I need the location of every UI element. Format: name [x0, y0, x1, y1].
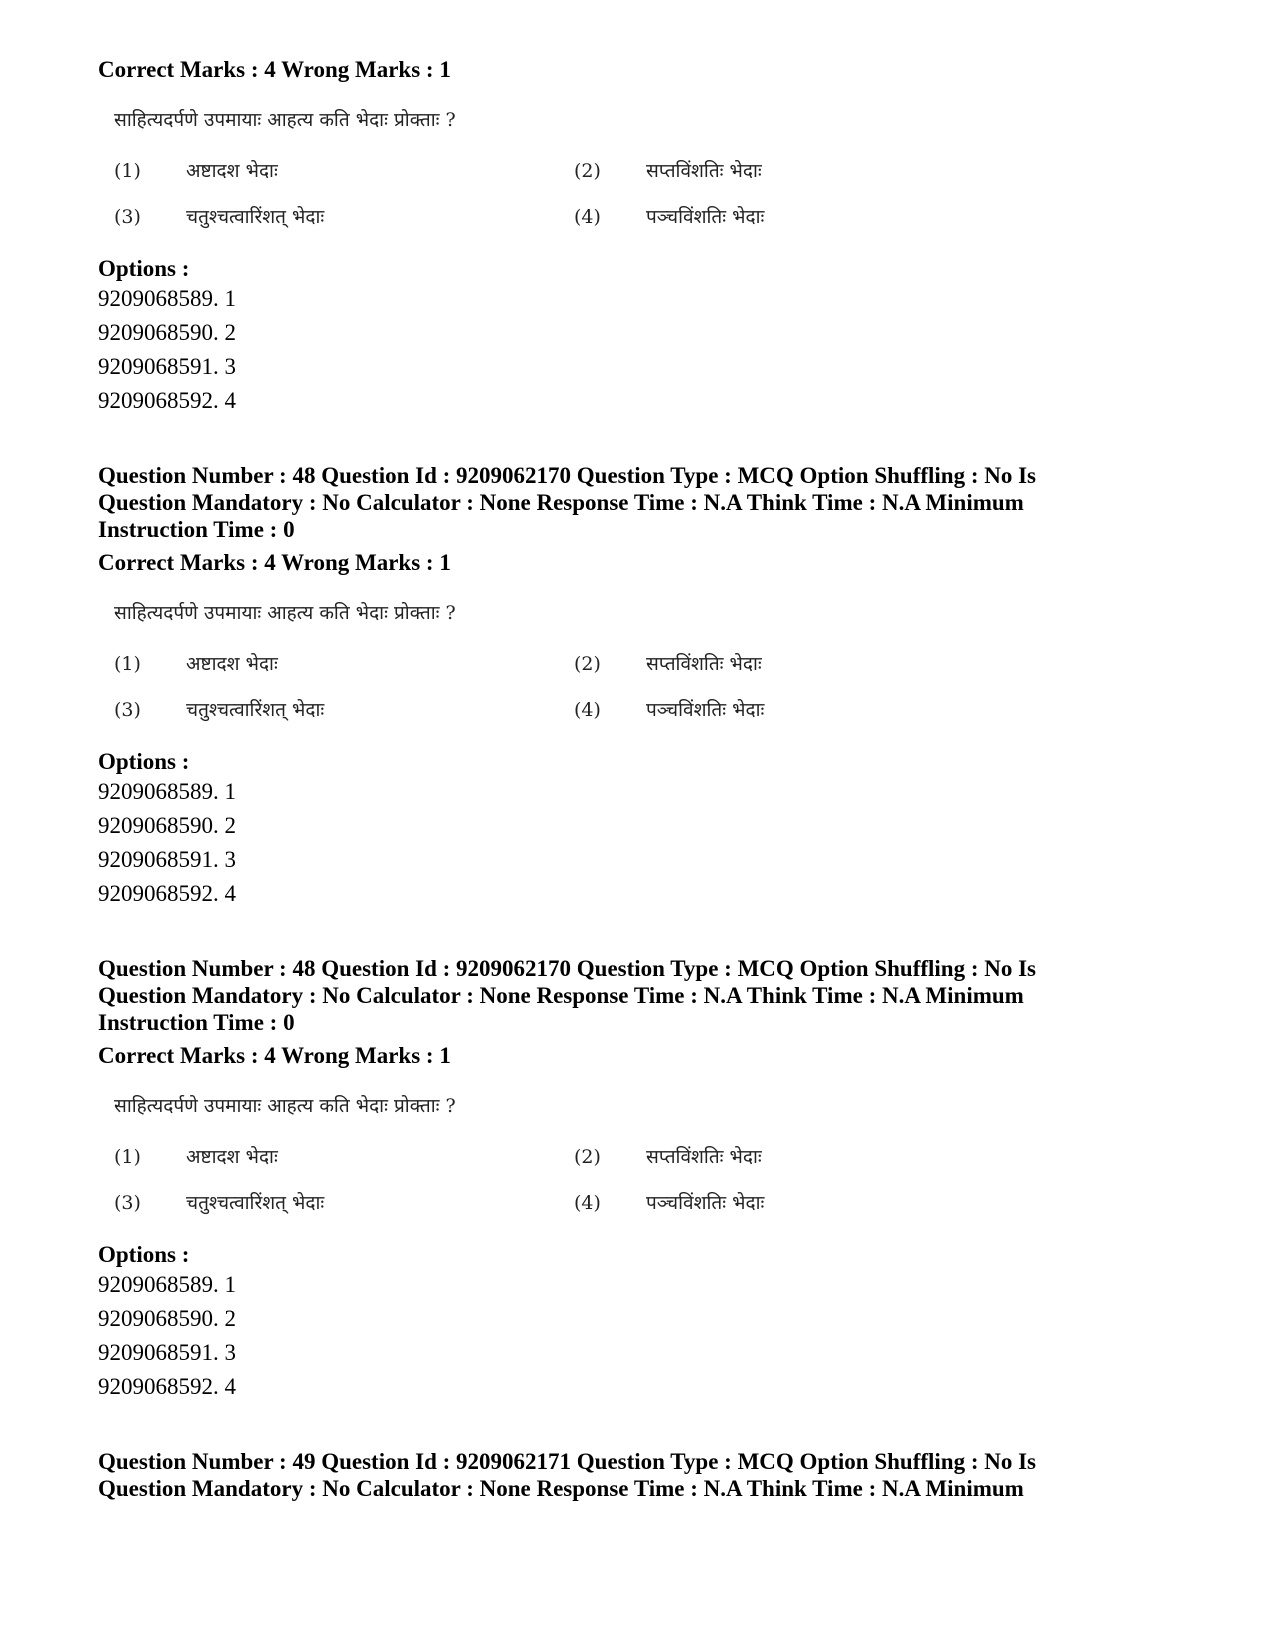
option-id: 9209068592. 4: [98, 388, 236, 413]
document-page: [98, 56, 1178, 1502]
choice-item: (3) चतुश्चत्वारिंशत् भेदाः: [114, 206, 325, 228]
marks-line: Correct Marks : 4 Wrong Marks : 1: [98, 1043, 451, 1068]
option-id: 9209068592. 4: [98, 881, 236, 906]
question-header: Question Number : 48 Question Id : 9209062170 Question Type : MCQ Option Shuffling : No Is Question Mandatory : No Calculator : None Response Time : N.A Think Time : N.A Minimum Instruction Time : 0: [98, 956, 1037, 1035]
choice-item: (1) अष्टादश भेदाः: [114, 1146, 278, 1168]
question-text: साहित्यदर्पणे उपमायाः आहत्य कति भेदाः प्रोक्ताः ?: [114, 109, 456, 131]
question-block: [98, 462, 1178, 911]
options-label: Options :: [98, 749, 190, 774]
question-header: Question Number : 48 Question Id : 9209062170 Question Type : MCQ Option Shuffling : No Is Question Mandatory : No Calculator : None Response Time : N.A Think Time : N.A Minimum Instruction Time : 0: [98, 463, 1037, 542]
question-block: [98, 955, 1178, 1404]
marks-line: Correct Marks : 4 Wrong Marks : 1: [98, 550, 451, 575]
option-id: 9209068591. 3: [98, 847, 236, 872]
options-label: Options :: [98, 1242, 190, 1267]
choice-row: [114, 197, 1178, 243]
choice-item: (4) पञ्चविंशतिः भेदाः: [574, 1192, 765, 1214]
choice-item: (2) सप्तविंशतिः भेदाः: [574, 653, 762, 675]
choice-item: (4) पञ्चविंशतिः भेदाः: [574, 699, 765, 721]
option-id: 9209068589. 1: [98, 1272, 236, 1297]
option-id: 9209068589. 1: [98, 286, 236, 311]
choice-item: (4) पञ्चविंशतिः भेदाः: [574, 206, 765, 228]
choice-row: [114, 690, 1178, 736]
options-label: Options :: [98, 256, 190, 281]
choice-item: (1) अष्टादश भेदाः: [114, 653, 278, 675]
choice-row: [114, 644, 1178, 690]
choice-item: (3) चतुश्चत्वारिंशत् भेदाः: [114, 699, 325, 721]
choice-item: (2) सप्तविंशतिः भेदाः: [574, 160, 762, 182]
question-text: साहित्यदर्पणे उपमायाः आहत्य कति भेदाः प्रोक्ताः ?: [114, 602, 456, 624]
option-id: 9209068591. 3: [98, 354, 236, 379]
choice-item: (1) अष्टादश भेदाः: [114, 160, 278, 182]
choice-row: [114, 1137, 1178, 1183]
option-id: 9209068592. 4: [98, 1374, 236, 1399]
question-image: [114, 105, 1178, 243]
option-id: 9209068590. 2: [98, 320, 236, 345]
next-question-header: Question Number : 49 Question Id : 9209062171 Question Type : MCQ Option Shuffling : No Is Question Mandatory : No Calculator : None Response Time : N.A Think Time : N.A Minimum: [98, 1449, 1037, 1501]
choice-item: (3) चतुश्चत्वारिंशत् भेदाः: [114, 1192, 325, 1214]
choice-row: [114, 151, 1178, 197]
option-id: 9209068591. 3: [98, 1340, 236, 1365]
option-id: 9209068590. 2: [98, 813, 236, 838]
choice-row: [114, 1183, 1178, 1229]
option-id: 9209068589. 1: [98, 779, 236, 804]
question-text: साहित्यदर्पणे उपमायाः आहत्य कति भेदाः प्रोक्ताः ?: [114, 1095, 456, 1117]
question-image: [114, 598, 1178, 736]
question-block: [98, 56, 1178, 418]
choice-item: (2) सप्तविंशतिः भेदाः: [574, 1146, 762, 1168]
question-image: [114, 1091, 1178, 1229]
marks-line: Correct Marks : 4 Wrong Marks : 1: [98, 57, 451, 82]
option-id: 9209068590. 2: [98, 1306, 236, 1331]
